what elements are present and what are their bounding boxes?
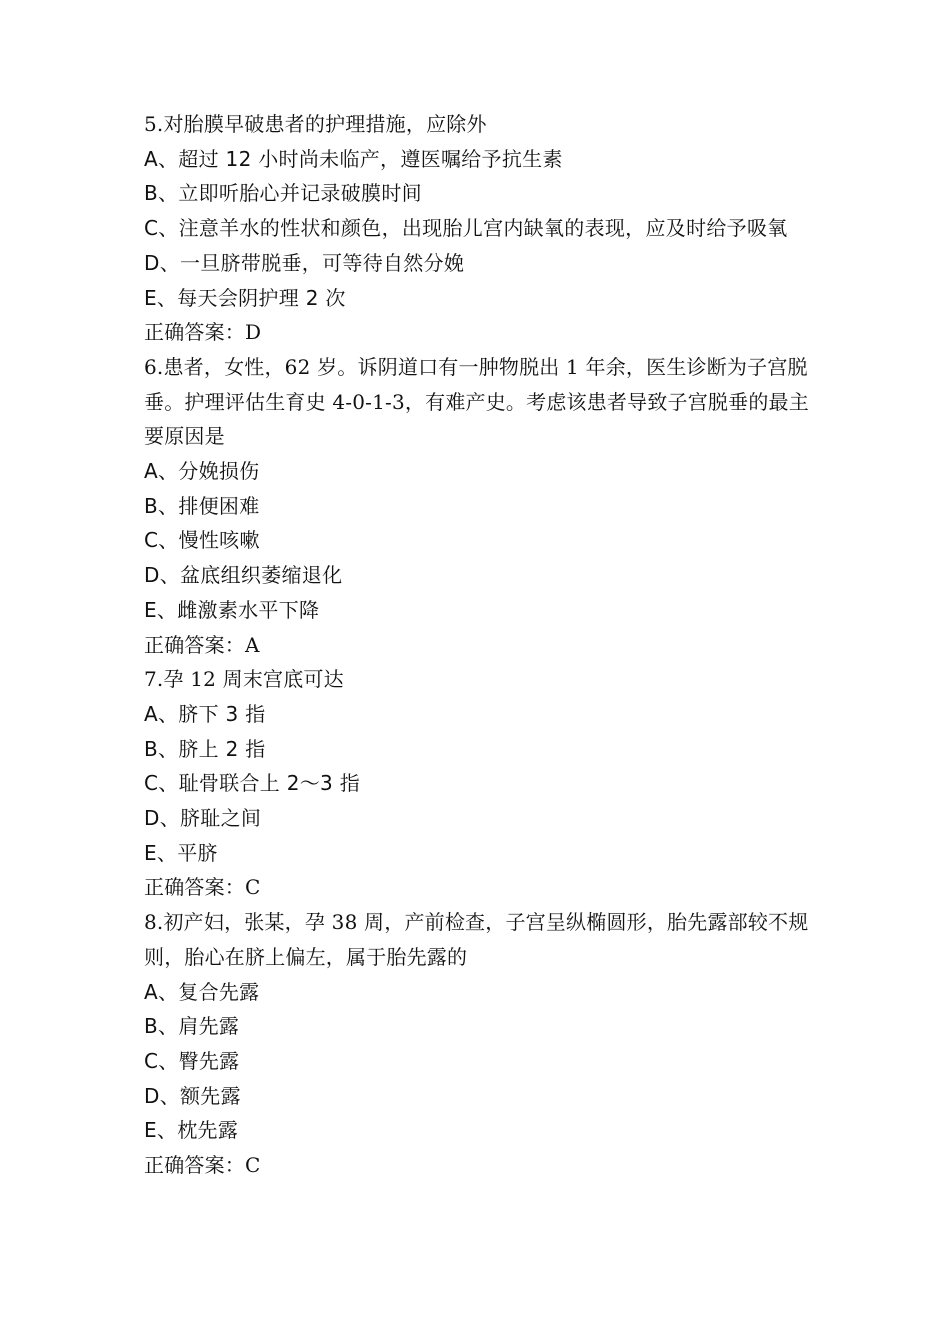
option-a: A、脐下 3 指	[144, 701, 266, 726]
option-a: A、分娩损伤	[144, 459, 260, 484]
question-8	[144, 905, 814, 1183]
correct-answer: 正确答案：C	[144, 875, 261, 900]
question-6	[144, 350, 814, 662]
option-b: B、立即听胎心并记录破膜时间	[144, 181, 422, 206]
question-stem: 8.初产妇，张某，孕 38 周，产前检查，子宫呈纵椭圆形，胎先露部较不规则，胎心在脐上偏左，属于胎先露的	[144, 910, 809, 969]
option-d: D、额先露	[144, 1083, 241, 1108]
correct-answer: 正确答案：C	[144, 1153, 261, 1178]
correct-answer: 正确答案：D	[144, 320, 262, 345]
option-d: D、盆底组织萎缩退化	[144, 563, 343, 588]
question-stem: 7.孕 12 周末宫底可达	[144, 667, 344, 692]
option-c: C、注意羊水的性状和颜色，出现胎儿宫内缺氧的表现，应及时给予吸氧	[144, 216, 788, 241]
question-5	[144, 107, 814, 350]
option-b: B、排便困难	[144, 493, 260, 518]
option-e: E、枕先露	[144, 1118, 239, 1143]
option-c: C、慢性咳嗽	[144, 528, 260, 553]
option-c: C、臀先露	[144, 1048, 240, 1073]
option-d: D、一旦脐带脱垂，可等待自然分娩	[144, 250, 465, 275]
option-d: D、脐耻之间	[144, 806, 262, 831]
option-a: A、复合先露	[144, 979, 260, 1004]
question-stem: 6.患者，女性，62 岁。诉阴道口有一肿物脱出 1 年余，医生诊断为子宫脱垂。护理评估生育史 4-0-1-3，有难产史。考虑该患者导致子宫脱垂的最主要原因是	[144, 354, 809, 449]
option-e: E、每天会阴护理 2 次	[144, 285, 346, 310]
question-7	[144, 662, 814, 905]
option-b: B、肩先露	[144, 1014, 240, 1039]
option-e: E、雌激素水平下降	[144, 597, 320, 622]
question-stem: 5.对胎膜早破患者的护理措施，应除外	[144, 112, 487, 136]
option-b: B、脐上 2 指	[144, 736, 266, 761]
correct-answer: 正确答案：A	[144, 632, 260, 657]
question-list	[144, 107, 814, 1183]
option-e: E、平脐	[144, 840, 218, 865]
option-c: C、耻骨联合上 2～3 指	[144, 771, 361, 796]
option-a: A、超过 12 小时尚未临产，遵医嘱给予抗生素	[144, 146, 563, 171]
